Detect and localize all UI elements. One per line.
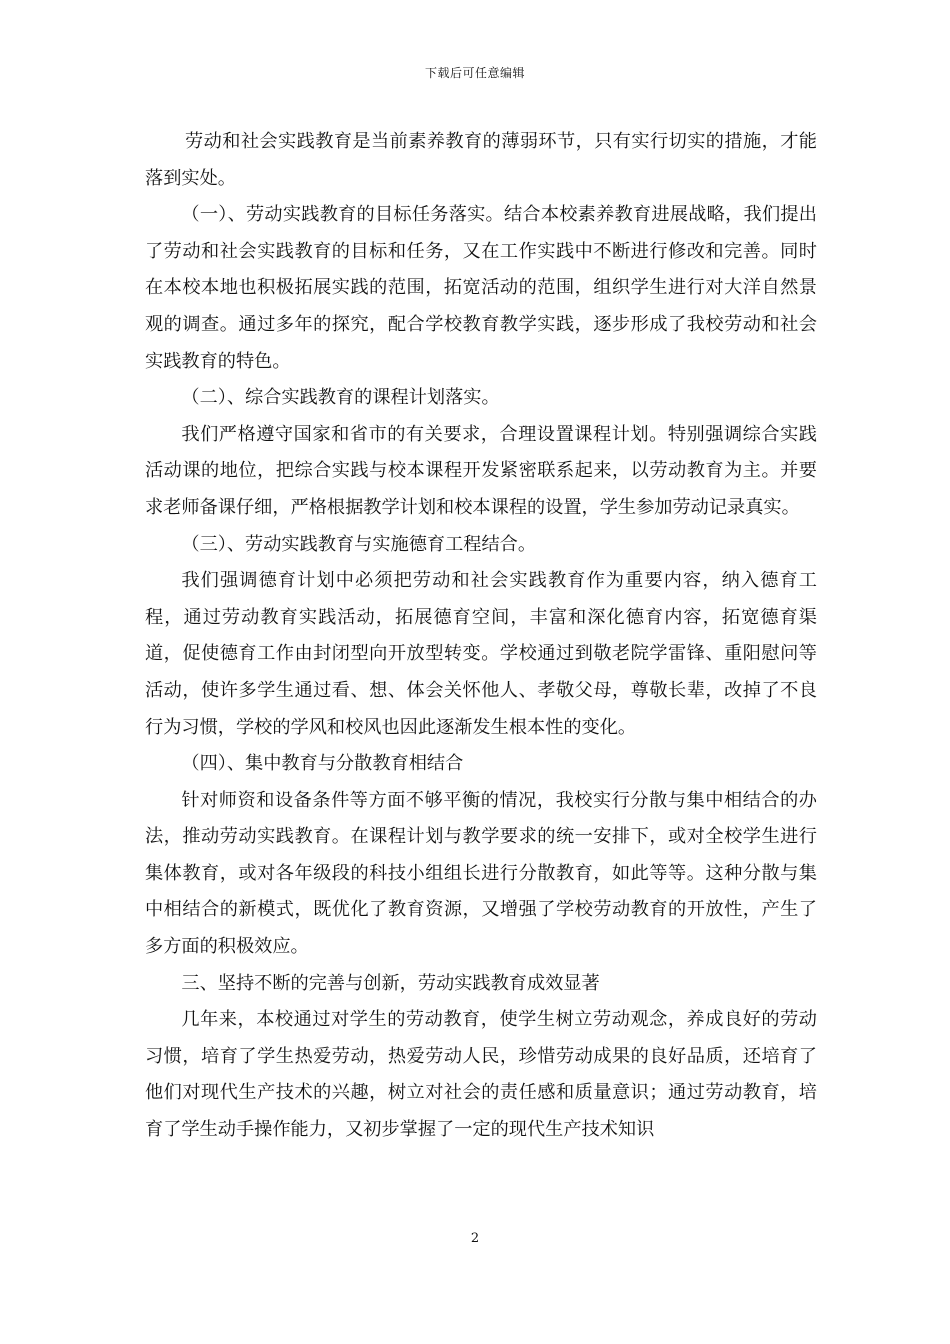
paragraph-section-4-body: 针对师资和设备条件等方面不够平衡的情况，我校实行分散与集中相结合的办法，推动劳动实践教育。在课程计划与教学要求的统一安排下，或对全校学生进行集体教育，或对各年级段的科技小组组长进行分散教育，如此等等。这种分散与集中相结合的新模式，既优化了教育资源，又增强了学校劳动教育的开放性，产生了多方面的积极效应。 [145, 789, 817, 958]
paragraph-section-4-heading: （四）、集中教育与分散教育相结合 [181, 753, 464, 775]
page-header: 下载后可任意编辑 [424, 66, 525, 80]
paragraph-section-3-body: 我们强调德育计划中必须把劳动和社会实践教育作为重要内容，纳入德育工程，通过劳动教育实践活动，拓展德育空间，丰富和深化德育内容，拓宽德育渠道，促使德育工作由封闭型向开放型转变。学校通过到敬老院学雷锋、重阳慰问等活动，使许多学生通过看、想、体会关怀他人、孝敬父母，尊敬长辈，改掉了不良行为习惯，学校的学风和校风也因此逐渐发生根本性的变化。 [145, 570, 817, 738]
paragraph-section-2-body: 我们严格遵守国家和省市的有关要求，合理设置课程计划。特别强调综合实践活动课的地位，把综合实践与校本课程开发紧密联系起来，以劳动教育为主。并要求老师备课仔细，严格根据教学计划和校本课程的设置，学生参加劳动记录真实。 [145, 423, 817, 518]
paragraph-section-3-heading: （三）、劳动实践教育与实施德育工程结合。 [181, 533, 537, 555]
page-number: 2 [470, 1231, 480, 1246]
document-body [145, 124, 817, 1149]
paragraph-section-2-heading: （二）、综合实践教育的课程计划落实。 [181, 387, 500, 409]
paragraph-part-3-heading: 三、坚持不断的完善与创新，劳动实践教育成效显著 [181, 972, 600, 994]
paragraph-intro: 劳动和社会实践教育是当前素养教育的薄弱环节，只有实行切实的措施，才能落到实处。 [145, 131, 817, 189]
paragraph-section-1: （一）、劳动实践教育的目标任务落实。结合本校素养教育进展战略，我们提出了劳动和社会实践教育的目标和任务，又在工作实践中不断进行修改和完善。同时在本校本地也积极拓展实践的范围，拓宽活动的范围，组织学生进行对大洋自然景观的调查。通过多年的探究，配合学校教育教学实践，逐步形成了我校劳动和社会实践教育的特色。 [145, 204, 817, 372]
paragraph-part-3-body: 几年来，本校通过对学生的劳动教育，使学生树立劳动观念，养成良好的劳动习惯，培育了学生热爱劳动，热爱劳动人民，珍惜劳动成果的良好品质，还培育了他们对现代生产技术的兴趣，树立对社会的责任感和质量意识；通过劳动教育，培育了学生动手操作能力，又初步掌握了一定的现代生产技术知识 [145, 1009, 817, 1141]
